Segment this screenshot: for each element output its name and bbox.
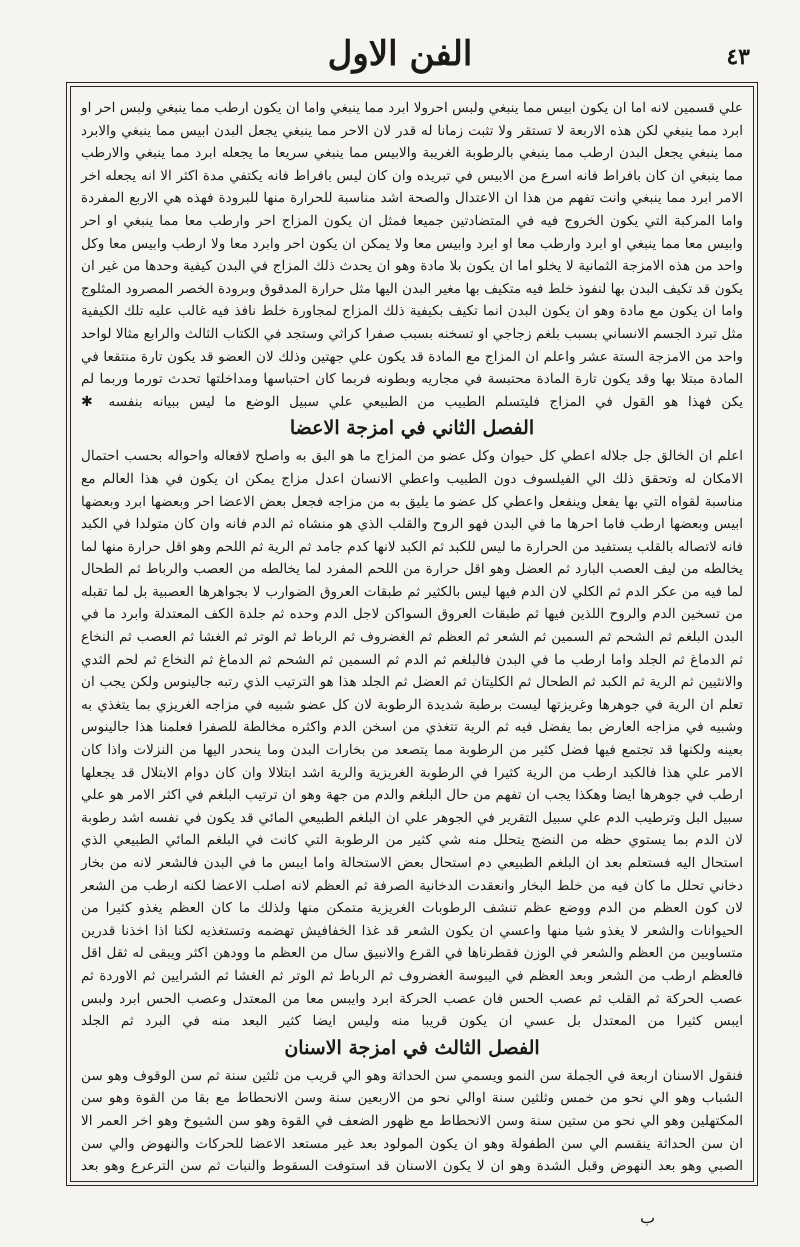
text-frame	[70, 86, 754, 1182]
running-title: الفن الاول	[327, 34, 473, 74]
section-two-body: اعلم ان الخالق جل جلاله اعطي كل حيوان وكل عضو من المزاج ما هو البق به واصلح لافعاله واحواله بحسب احتمال الامكان له وتحقق ذلك الي الفيلسوف دون الطبيب واعطي الانسان اعدل مزاج يمكن ان يكون في هذا العالم مع مناسبة لقواه التي بها يفعل وينفعل واعطي كل عضو ما يليق به من مزاجه فجعل بعض الاعضا احر وبعضها ابرد وبعضها ابيس وبعضها ارطب فاما احرها ما في البدن فهو الروح والقلب الذي هو منشاه ثم الدم فانه وان كان متولدا في الكبد فانه لاتصاله بالقلب يستفيد من الحرارة ما ليس للكبد ثم الكبد لانها كدم جامد ثم الرية ثم اللحم وهو اقل حرارة منها لما يخالطه من ليف العصب البارد ثم العضل وهو اقل حرارة من اللحم المفرد لما يخالطه من العصب والرباط ثم الطحال لما فيه من عكر الدم ثم الكلي لان الدم فيها ليس بالكثير ثم طبقات العروق الضوارب لا بجواهرها العصبية بل لما تقبله من تسخين الدم والروح اللذين فيها ثم طبقات العروق السواكن لاجل الدم وحده ثم جلدة الكف المعتدلة وابرد ما في البدن البلغم ثم الشحم ثم السمين ثم الشعر ثم العظم ثم الغضروف ثم الرباط ثم الوتر ثم الغشا ثم العصب ثم النخاع ثم الدماغ ثم الجلد واما ارطب ما في البدن فالبلغم ثم الدم ثم السمين ثم الشحم ثم الدماغ ثم النخاع ثم لحم الثدي والانثيين ثم الرية ثم الكبد ثم الطحال ثم الكليتان ثم العضل ثم الجلد هذا هو الترتيب الذي رتبه جالينوس ولكن يجب ان تعلم ان الرية في جوهرها وغريزتها ليست برطبة شديدة الرطوبة لان كل عضو شبيه في مزاجه الغريزي بما يتغذي به وشبيه في مزاجه العارض بما يفضل فيه ثم الرية تتغذي من اسخن الدم واكثره مخالطة للصفرا فعلمنا هذا جالينوس بعينه ولكنها قد تجتمع فيها فضل كثير من الرطوبة مما يتصعد من بخارات البدن وما ينحدر اليها من النزلات واذا كان الامر علي هذا فالكبد ارطب من الرية كثيرا في الرطوبة الغريزية والرية اشد ابتلالا وان كان دوام الابتلال قد يجعلها ارطب في جوهرها ايضا وهكذا يجب ان تفهم من حال البلغم والدم من جهة وهو ان ترتيب البلغم في اكثر الامر هو علي سبيل البل وترطيب الدم علي سبيل التقرير في الجوهر علي ان البلغم الطبيعي المائي قد يكون في نفسه اشد رطوبة لان الدم بما يستوي حظه من النضج يتحلل منه شي كثير من الرطوبة التي كانت في البلغم المائي الطبيعي الذي استحال اليه فستعلم بعد ان البلغم الطبيعي دم استحال بعض الاستحالة واما ايبس ما في البدن فالشعر لانه من بخار دخاني تحلل ما كان فيه من خلط البخار وانعقدت الدخانية الصرفة ثم العظم لانه اصلب الاعضا لكنه ارطب من الشعر لان كون العظم من الدم ووضع عظم تنشف الرطوبات الغريزية متمكن منها ولذلك ما كان العظم يغذو كثيرا من الحيوانات والشعر لا يغذو شيا منها واعسي ان يكون الشعر قد غذا الخفافيش تهضمه وتستغذيه لكنا اذا اخذنا قدرين متساويين من العظم والشعر في الوزن فقطرناها في القرع والانبيق سال من العظم ما وودهن اكثر ويبقى له ثقل اقل فالعظم ارطب من الشعر وبعد العظم في اليبوسة الغضروف ثم الرباط ثم الوتر ثم الغشا ثم الشرايين ثم الاوردة ثم عصب الحركة ثم القلب ثم عصب الحس فان عصب الحركة ابرد وايبس معا من المعتدل وعصب الحس ابرد ولبس ايبس كثيرا من المعتدل بل عسي ان يكون قريبا منه وليس ايضا كثير البعد منه في البرد ثم الجلد	[81, 448, 743, 1030]
section-two-heading: الفصل الثاني في امزجة الاعضا	[289, 417, 535, 440]
section-three-body: فنقول الاسنان اربعة في الجملة سن النمو ويسمي سن الحداثة وهو الي قريب من ثلثين سنة ثم سن الوقوف وهو سن الشباب وهو الي نحو من خمس وثلثين سنة اوالي نحو من الاربعين سنة وسن الانحطاط مع بقا من القوة وهو سن المكتهلين وهو الي نحو من ستين سنة وسن الانحطاط مع ظهور الضعف في القوة وهو سن الشيوخ وهو اخر العمر الا ان سن الحداثة ينقسم الي سن الطفولة وهو ان يكون المولود بعد غير مستعد الاعضا للحركات والنهوض والي سن الصبي وهو بعد النهوض وقبل الشدة وهو ان لا يكون الاسنان قد استوفت السقوط والنبات ثم سن الترعرع وهو بعد	[81, 1067, 743, 1175]
section-three-heading: الفصل الثالث في امزجة الاسنان	[284, 1036, 540, 1059]
section-end-mark: ✱	[81, 393, 93, 410]
intro-paragraph-text: علي قسمين لانه اما ان يكون ابيس مما ينبغي ولبس احرولا ابرد مما ينبغي واما ان يكون ارطب مما ينبغي ولبس احر او ابرد مما ينبغي لكن هذه الاربعة لا تستقر ولا تثبت زمانا له قدر لان الاحر مما ينبغي يجعل البدن ابيس مما ينبغي والابرد مما ينبغي يجعل البدن ارطب مما ينبغي بالرطوبة الغريبة والابيس مما ينبغي سريعا ما يجعله ابرد مما ينبغي والارطب مما ينبغي ان كان بافراط فانه اسرع من الابيس في تبريده وان كان ليس بافراط فانه يكتفي مدة اكثر الا انه يجعله اخر الامر ابرد مما ينبغي وانت تفهم من هذا ان الاعتدال والصحة اشد مناسبة للحرارة منها للبرودة فهذه هي الاربع المفردة واما المركبة التي يكون الخروج فيه في المتضادتين جميعا فمثل ان يكون المزاج احر وارطب معا مما ينبغي او احر وابيس معا مما ينبغي او ابرد وارطب معا او ابرد وابيس معا ولا يمكن ان يكون احر وابرد معا ولا ارطب وابيس معا وكل واحد من هذه الامزجة الثمانية لا يخلو اما ان يكون بلا مادة وهو ان يحدث ذلك المزاج في البدن كيفية وحدها من غير ان يكون قد تكيف البدن بها لنفوذ خلط فيه متكيف بها مغير البدن اليها مثل حرارة المدقوق وبرودة الخصر المصرود المثلوج واما ان يكون مع مادة وهو ان يكون البدن انما تكيف بكيفية ذلك المزاج لمجاورة خلط نافذ فيه غالب عليه تلك الكيفية مثل تبرد الجسم الانساني بسبب بلغم زجاجي او تسخنه بسبب صفرا كراثي وستجد في الكتاب الثالث والرابع مثالا لواحد واحد من الامزجة الستة عشر واعلم ان المزاج مع المادة قد يكون علي جهتين وذلك لان العضو قد يكون تارة منتقعا في المادة مبتلا بها وقد يكون تارة المادة محتبسة في مجاريه وبطونه فربما كان احتباسها ومداخلتها تحدث تورما وربما لم يكن فهذا هو القول في المزاج فليتسلم الطبيب من الطبيعي علي سبيل الوضع ما ليس ببيانه بنفسه	[81, 100, 743, 410]
page-number: ٤٣	[726, 44, 750, 70]
intro-paragraph	[81, 97, 743, 413]
footer-mark: ب	[640, 1208, 656, 1227]
